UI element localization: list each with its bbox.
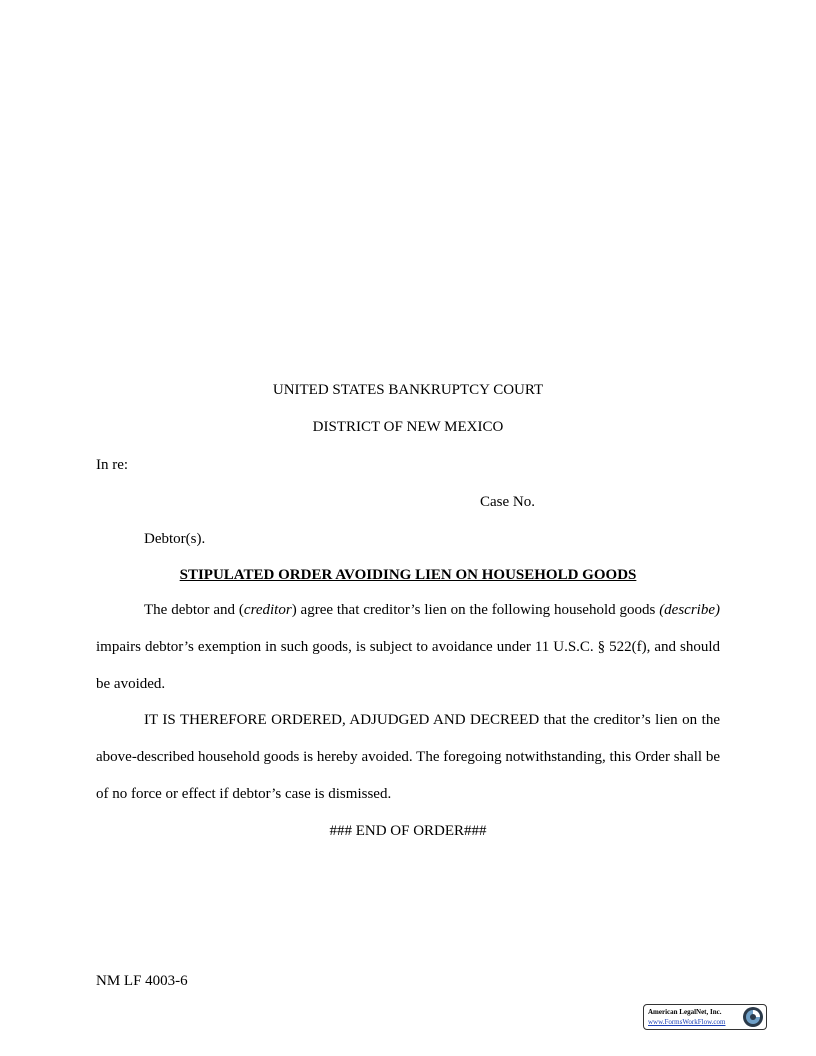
publisher-badge[interactable]	[643, 1004, 767, 1030]
publisher-name: American LegalNet, Inc.	[648, 1008, 722, 1016]
court-district: DISTRICT OF NEW MEXICO	[312, 419, 504, 435]
document-title: STIPULATED ORDER AVOIDING LIEN ON HOUSEHOLD GOODS	[179, 567, 637, 583]
case-number-label: Case No.	[480, 494, 535, 510]
order-paragraph: IT IS THEREFORE ORDERED, ADJUDGED AND DECREED that the creditor’s lien on the above-described household goods is hereby avoided. The foregoing notwithstanding, this Order shall be of no force or effect if debtor’s case is dismissed.	[96, 712, 720, 802]
para1-text-a: The debtor and (	[144, 602, 244, 618]
para1-text-b: ) agree that creditor’s lien on the following household goods	[291, 602, 660, 618]
debtors-label: Debtor(s).	[144, 531, 206, 547]
publisher-url[interactable]: www.FormsWorkFlow.com	[648, 1018, 726, 1026]
creditor-placeholder: creditor	[243, 602, 292, 618]
describe-placeholder: (describe)	[659, 602, 720, 618]
stipulation-paragraph	[96, 592, 720, 703]
in-re-label: In re:	[96, 457, 129, 473]
form-id: NM LF 4003-6	[96, 973, 188, 989]
court-name: UNITED STATES BANKRUPTCY COURT	[272, 382, 544, 398]
para1-text-c: impairs debtor’s exemption in such goods, is subject to avoidance under 11 U.S.C. § 522(f), and should be avoided.	[96, 639, 720, 692]
publisher-logo-icon	[742, 1006, 764, 1028]
end-of-order: ### END OF ORDER###	[329, 823, 487, 839]
